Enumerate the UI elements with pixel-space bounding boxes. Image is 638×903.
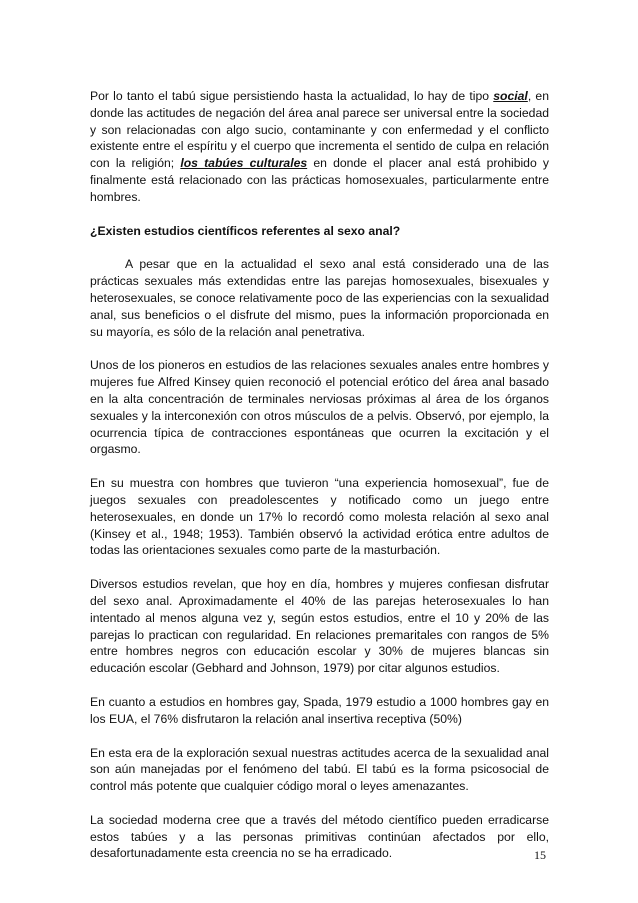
paragraph-text: Por lo tanto el tabú sigue persistiendo hasta la actualidad, lo hay de tipo	[90, 89, 494, 103]
paragraph-kinsey: Unos de los pioneros en estudios de las relaciones sexuales anales entre hombres y mujeres fue Alfred Kinsey quien reconoció el potencial erótico del área anal basado en la alta concentración de terminales nerviosas próximas al área de los órganos sexuales y la interconexión con otros músculos de a pelvis. Observó, por ejemplo, la ocurrencia típica de contracciones espontáneas que ocurren la excitación y el orgasmo.	[90, 358, 549, 457]
paragraph-exploration: En esta era de la exploración sexual nuestras actitudes acerca de la sexualidad anal son aún manejadas por el fenómeno del tabú. El tabú es la forma psicosocial de control más potente que cualquier código moral o leyes amenazantes.	[90, 745, 549, 794]
paragraph-text: , en donde las actitudes de negación del área anal parece ser universal entre la sociedad y son relacionadas con algo sucio, contaminante y con enfermedad y el conflicto existente entre el espíritu y el cuerpo que incrementa el sentido de culpa en relación con la religión;	[90, 89, 549, 171]
document-body	[90, 88, 549, 879]
paragraph-studies: Diversos estudios revelan, que hoy en día, hombres y mujeres confiesan disfrutar del sexo anal. Aproximadamente el 40% de las parejas heterosexuales lo han intentado al menos alguna vez y, según estos estudios, entre el 10 y 20% de las parejas lo practican con regularidad. En relaciones premaritales con rangos de 5% entre hombres negros con educación escolar y 30% de mujeres blancas sin educación escolar (Gebhard and Johnson, 1979) por citar algunos estudios.	[90, 577, 549, 676]
paragraph-modern-society: La sociedad moderna cree que a través del método científico pueden erradicarse estos tabúes y a las personas primitivas continúan afectados por ello, desafortunadamente esta creencia no se ha erradicado.	[90, 812, 549, 861]
paragraph-gay-studies: En cuanto a estudios en hombres gay, Spada, 1979 estudio a 1000 hombres gay en los EUA, el 76% disfrutaron la relación anal insertiva receptiva (50%)	[90, 694, 549, 726]
paragraph-intro: A pesar que en la actualidad el sexo anal está considerado una de las prácticas sexuales más extendidas entre las parejas homosexuales, bisexuales y heterosexuales, se conoce relativamente poco de las experiencias con la sexualidad anal, sus beneficios o el disfrute del mismo, pues la información proporcionada en su mayoría, es sólo de la relación anal penetrativa.	[90, 257, 549, 339]
page-number: 15	[534, 848, 546, 862]
paragraph-sample: En su muestra con hombres que tuvieron “una experiencia homosexual”, fue de juegos sexuales con preadolescentes y notificado como un juego entre heterosexuales, en donde un 17% lo recordó como molesta relación al sexo anal (Kinsey et al., 1948; 1953). También observó la actividad erótica entre adultos de todas las orientaciones sexuales como parte de la masturbación.	[90, 476, 549, 558]
paragraph-taboo-types	[90, 88, 549, 206]
emphasis-social: social	[493, 89, 528, 103]
section-heading: ¿Existen estudios científicos referentes al sexo anal?	[90, 223, 401, 238]
paragraph-text: en donde el placer anal está prohibido y finalmente está relacionado con las prácticas homosexuales, particularmente entre hombres.	[90, 156, 549, 204]
emphasis-cultural-taboos: los tabúes culturales	[180, 156, 308, 171]
